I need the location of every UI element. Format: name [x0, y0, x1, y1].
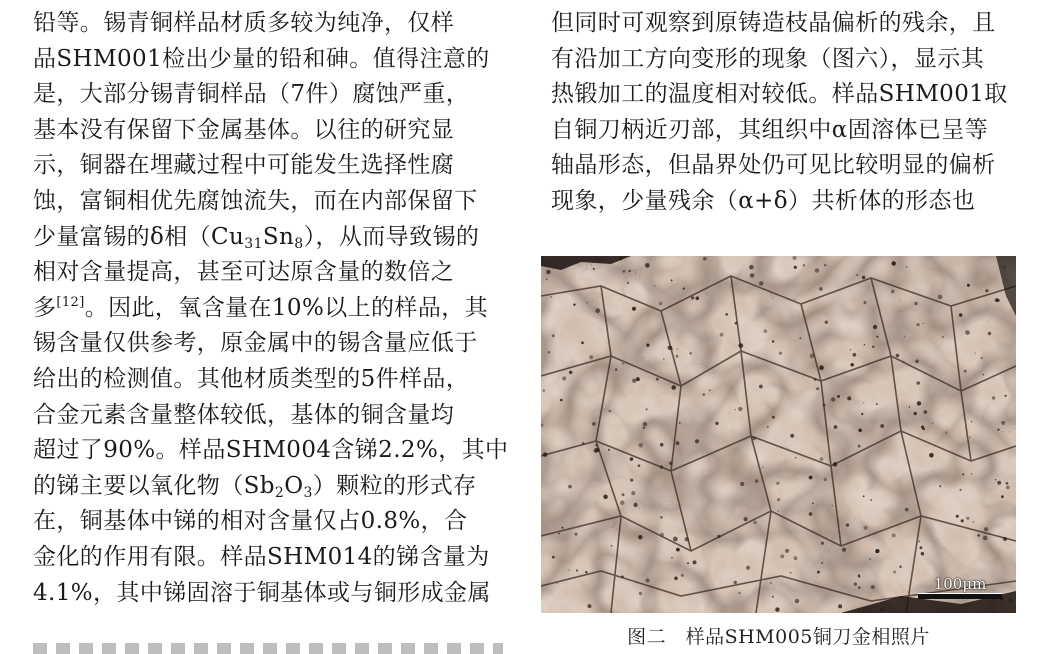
etch-pit — [560, 399, 563, 402]
etch-pit — [932, 423, 933, 424]
etch-pit — [995, 298, 999, 302]
etch-pit — [656, 378, 659, 381]
etch-pit — [821, 542, 824, 545]
etch-pit — [671, 279, 673, 281]
etch-pit — [971, 421, 972, 422]
etch-pit — [1009, 599, 1014, 604]
etch-pit — [969, 436, 971, 438]
etch-pit — [842, 548, 846, 552]
text-line-formula — [33, 220, 503, 256]
etch-pit — [646, 344, 649, 347]
etch-pit — [838, 604, 842, 608]
etch-pit — [764, 329, 768, 333]
etch-pit — [871, 585, 875, 589]
etch-pit — [772, 596, 774, 598]
etch-pit — [876, 549, 880, 553]
etch-pit — [772, 340, 774, 342]
etch-pit — [690, 352, 692, 354]
etch-pit — [543, 452, 547, 456]
etch-pit — [832, 505, 833, 506]
etch-pit — [749, 265, 754, 270]
etch-pit — [873, 325, 877, 329]
etch-pit — [636, 377, 640, 381]
etch-pit — [985, 289, 988, 292]
etch-pit — [615, 368, 618, 371]
etch-pit — [608, 410, 611, 413]
etch-pit — [552, 556, 555, 559]
etch-pit — [880, 424, 884, 428]
etch-pit — [573, 304, 575, 306]
etch-pit — [997, 481, 1001, 485]
etch-pit — [767, 426, 769, 428]
etch-pit — [715, 422, 718, 425]
etch-pit — [810, 354, 815, 359]
citation-ref[interactable]: [12] — [56, 294, 85, 310]
text-line: 超过了90%。样品SHM004含锑2.2%，其中 — [33, 437, 509, 464]
etch-pit — [546, 270, 550, 274]
etch-pit — [630, 457, 634, 461]
text-fragment: O — [284, 472, 304, 499]
etch-pit — [683, 287, 685, 289]
etch-pit — [622, 493, 625, 496]
etch-pit — [914, 302, 917, 305]
etch-pit — [660, 516, 662, 518]
etch-pit — [639, 592, 642, 595]
etch-pit — [942, 336, 944, 338]
etch-pit — [821, 562, 823, 564]
etch-pit — [568, 569, 569, 570]
etch-pit — [646, 578, 650, 582]
etch-pit — [909, 406, 910, 407]
etch-pit — [717, 535, 720, 538]
etch-pit — [696, 296, 700, 300]
etch-pit — [777, 498, 780, 501]
etch-pit — [903, 361, 905, 363]
etch-pit — [627, 282, 629, 284]
etch-pit — [576, 570, 578, 572]
etch-pit — [854, 582, 857, 585]
etch-pit — [562, 376, 566, 380]
etch-pit — [660, 465, 663, 468]
etch-pit — [939, 485, 941, 487]
etch-pit — [858, 429, 862, 433]
etch-pit — [824, 264, 826, 266]
etch-pit — [681, 574, 684, 577]
etch-pit — [740, 482, 744, 486]
etch-pit — [738, 592, 741, 595]
etch-pit — [621, 576, 623, 578]
etch-pit — [638, 443, 643, 448]
etch-pit — [899, 565, 902, 568]
etch-pit — [746, 566, 750, 570]
etch-pit — [880, 608, 884, 612]
etch-pit — [983, 374, 984, 375]
etch-pit — [735, 409, 736, 410]
etch-pit — [846, 523, 849, 526]
etch-pit — [870, 499, 872, 501]
text-line: 但同时可观察到原铸造枝晶偏析的残余，且 — [551, 10, 996, 36]
etch-pit — [918, 540, 920, 542]
etch-pit — [997, 429, 1000, 432]
text-line: 自铜刀柄近刃部，其组织中α固溶体已呈等 — [551, 116, 989, 143]
text-line: 热锻加工的温度相对较低。样品SHM001取 — [551, 81, 1008, 108]
etch-pit — [1006, 482, 1009, 485]
etch-pit — [956, 515, 959, 518]
etch-pit — [548, 351, 550, 353]
etch-pit — [645, 263, 650, 268]
etch-pit — [630, 479, 633, 482]
etch-pit — [603, 495, 607, 499]
text-line: 金化的作用有限。样品SHM014的锑含量为 — [33, 543, 490, 570]
etch-pit — [1001, 421, 1005, 425]
etch-pit — [1005, 395, 1007, 397]
etch-pit — [671, 385, 676, 390]
etch-pit — [820, 457, 824, 461]
etch-pit — [1006, 486, 1010, 490]
text-line: 品SHM001检出少量的铅和砷。值得注意的 — [33, 45, 490, 72]
etch-pit — [915, 360, 919, 364]
text-line: 轴晶形态，但晶界处仍可见比较明显的偏析 — [551, 152, 996, 179]
etch-pit — [676, 441, 680, 445]
text-line: 合金元素含量整体较低，基体的铜含量均 — [33, 401, 455, 428]
etch-pit — [938, 295, 943, 300]
etch-pit — [671, 557, 673, 559]
etch-pit — [623, 270, 626, 273]
etch-pit — [992, 396, 995, 399]
etch-pit — [550, 296, 552, 298]
etch-pit — [552, 334, 555, 337]
text-fragment: 少量富锡的δ相（Cu — [33, 223, 245, 250]
etch-pit — [558, 533, 560, 535]
etch-pit — [1001, 495, 1004, 498]
etch-pit — [981, 357, 983, 359]
etch-pit — [595, 308, 600, 313]
text-line-citation — [33, 291, 503, 327]
etch-pit — [929, 453, 934, 458]
etch-pit — [795, 599, 799, 603]
etch-pit — [790, 434, 794, 438]
scale-bar-line — [918, 593, 1002, 599]
text-line-formula — [33, 469, 503, 505]
left-text-column — [33, 6, 509, 611]
etch-pit — [755, 479, 759, 483]
etch-pit — [654, 285, 655, 286]
text-line: 蚀，富铜相优先腐蚀流失，而在内部保留下 — [33, 187, 478, 214]
etch-pit — [562, 527, 564, 529]
etch-pit — [856, 274, 858, 276]
etch-pit — [800, 337, 802, 339]
etch-pit — [1003, 537, 1007, 541]
etch-pit — [863, 402, 864, 403]
etch-pit — [753, 521, 757, 525]
etch-pit — [632, 307, 636, 311]
etch-pit — [575, 533, 578, 536]
etch-pit — [595, 444, 598, 447]
text-fragment: ），从而导致锡的 — [303, 223, 480, 250]
text-fragment: 多 — [33, 294, 57, 321]
etch-pit — [676, 548, 680, 552]
etch-pit — [962, 473, 964, 475]
etch-pit — [819, 287, 823, 291]
etch-pit — [917, 401, 921, 405]
etch-pit — [638, 535, 642, 539]
etch-pit — [779, 352, 782, 355]
cut-off-text-line — [33, 643, 503, 654]
etch-pit — [762, 467, 763, 468]
etch-pit — [823, 404, 826, 407]
etch-pit — [816, 387, 819, 390]
etch-pit — [916, 381, 920, 385]
etch-pit — [646, 408, 648, 410]
etch-pit — [819, 365, 824, 370]
etch-pit — [744, 517, 748, 521]
etch-pit — [876, 336, 878, 338]
etch-pit — [831, 397, 835, 401]
etch-pit — [988, 332, 991, 335]
etch-pit — [772, 416, 775, 419]
etch-pit — [794, 299, 795, 300]
etch-pit — [672, 348, 674, 350]
etch-pit — [921, 552, 924, 555]
etch-pit — [1003, 266, 1006, 269]
etch-pit — [674, 577, 678, 581]
etch-pit — [825, 321, 828, 324]
scale-bar-label: 100μm — [933, 575, 987, 593]
etch-pit — [817, 571, 820, 574]
etch-pit — [594, 448, 598, 452]
etch-pit — [632, 379, 636, 383]
etch-pit — [586, 302, 588, 304]
etch-pit — [837, 395, 840, 398]
etch-pit — [776, 482, 779, 485]
etch-pit — [961, 519, 964, 522]
etch-pit — [869, 558, 871, 560]
etch-pit — [585, 571, 587, 573]
etch-pit — [917, 323, 920, 326]
etch-pit — [643, 422, 648, 427]
etch-pit — [695, 439, 699, 443]
etch-pit — [959, 489, 961, 491]
etch-pit — [809, 512, 813, 516]
etch-pit — [858, 445, 861, 448]
etch-pit — [973, 521, 974, 522]
etch-pit — [663, 358, 665, 360]
etch-pit — [863, 526, 867, 530]
text-line: 是，大部分锡青铜样品（7件）腐蚀严重， — [33, 81, 470, 108]
etch-pit — [959, 313, 962, 316]
etch-pit — [853, 353, 857, 357]
etch-pit — [546, 279, 548, 281]
text-fragment: ）颗粒的形式存 — [312, 472, 477, 499]
etch-pit — [984, 527, 988, 531]
etch-pit — [780, 555, 784, 559]
etch-pit — [659, 302, 663, 306]
etch-pit — [734, 581, 737, 584]
text-line: 相对含量提高，甚至可达原含量的数倍之 — [33, 259, 455, 286]
etch-pit — [709, 389, 711, 391]
etch-pit — [966, 517, 969, 520]
text-line: 示，铜器在埋藏过程中可能发生选择性腐 — [33, 152, 455, 179]
etch-pit — [720, 333, 724, 337]
text-line: 现象，少量残余（α+δ）共析体的形态也 — [551, 187, 976, 214]
etch-pit — [582, 442, 585, 445]
etch-pit — [967, 284, 970, 287]
etch-pit — [643, 427, 645, 429]
etch-pit — [677, 349, 678, 350]
etch-pit — [620, 501, 624, 505]
etch-pit — [611, 545, 613, 547]
etch-pit — [906, 266, 908, 268]
etch-pit — [977, 534, 979, 536]
etch-pit — [687, 562, 689, 564]
etch-pit — [833, 462, 838, 467]
text-line: 有沿加工方向变形的现象（图六），显示其 — [551, 45, 985, 72]
etch-pit — [861, 413, 863, 415]
etch-pit — [581, 341, 584, 344]
etch-pit — [691, 296, 694, 299]
etch-pit — [794, 266, 797, 269]
subscript: 31 — [244, 235, 263, 252]
etch-pit — [983, 536, 988, 541]
microstructure-image — [541, 256, 1016, 613]
etch-pit — [809, 476, 813, 480]
etch-pit — [863, 301, 866, 304]
etch-pit — [684, 537, 688, 541]
etch-pit — [778, 511, 779, 512]
etch-pit — [975, 352, 976, 353]
etch-pit — [995, 479, 996, 480]
etch-pit — [589, 355, 593, 359]
etch-pit — [770, 582, 771, 583]
etch-pit — [622, 363, 624, 365]
etch-pit — [922, 428, 925, 431]
etch-pit — [858, 576, 860, 578]
etch-pit — [608, 449, 610, 451]
etch-pit — [676, 355, 679, 358]
etch-pit — [785, 549, 789, 553]
etch-pit — [847, 396, 851, 400]
etch-pit — [858, 586, 861, 589]
etch-pit — [891, 290, 894, 293]
etch-pit — [752, 437, 756, 441]
scale-bar — [918, 575, 1002, 599]
text-fragment: 。因此，氧含量在10%以上的样品，其 — [84, 294, 489, 321]
etch-pit — [568, 485, 572, 489]
right-text-column — [551, 6, 1021, 220]
text-line: 在，铜基体中锑的相对含量仅占0.8%，合 — [33, 508, 468, 535]
etch-pit — [904, 336, 906, 338]
etch-pit — [703, 393, 705, 395]
etch-pit — [569, 371, 572, 374]
text-line: 锡含量仅供参考，原金属中的锡含量应低于 — [33, 330, 478, 357]
etch-pit — [795, 457, 797, 459]
etch-pit — [892, 261, 896, 265]
etch-pit — [876, 403, 878, 405]
etch-pit — [862, 276, 865, 279]
etch-pit — [814, 378, 817, 381]
etch-pit — [923, 323, 924, 324]
etch-pit — [914, 412, 917, 415]
subscript: 2 — [274, 484, 285, 501]
etch-pit — [703, 257, 706, 260]
etch-pit — [619, 257, 623, 261]
etch-pit — [679, 422, 681, 424]
text-line: 4.1%，其中锑固溶于铜基体或与铜形成金属 — [33, 579, 491, 606]
etch-pit — [971, 473, 972, 474]
etch-pit — [815, 268, 820, 273]
etch-pit — [863, 495, 865, 497]
etch-pit — [631, 491, 635, 495]
etch-pit — [668, 346, 673, 351]
etch-pit — [872, 345, 875, 348]
text-line: 铅等。锡青铜样品材质多较为纯净，仅样 — [33, 10, 455, 36]
etch-pit — [738, 343, 743, 348]
etch-pit — [803, 264, 805, 266]
etch-pit — [965, 330, 970, 335]
etch-pit — [557, 582, 558, 583]
etch-pit — [735, 322, 738, 325]
etch-pit — [851, 363, 854, 366]
etch-pit — [660, 533, 664, 537]
etch-pit — [750, 273, 755, 278]
metallographic-photo — [541, 256, 1016, 613]
text-line: 基本没有保留下金属基体。以往的研究显 — [33, 116, 455, 143]
etch-pit — [759, 281, 764, 286]
etch-pit — [638, 464, 641, 467]
etch-pit — [634, 503, 638, 507]
etch-pit — [864, 344, 865, 345]
text-line: 给出的检测值。其他材质类型的5件样品， — [33, 365, 470, 392]
etch-pit — [741, 408, 742, 409]
etch-pit — [896, 354, 900, 358]
figure-caption: 图二 样品SHM005铜刀金相照片 — [627, 626, 930, 648]
etch-pit — [945, 431, 947, 433]
etch-pit — [924, 410, 928, 414]
etch-pit — [790, 572, 792, 574]
etch-pit — [693, 560, 697, 564]
etch-pit — [892, 533, 896, 537]
etch-pit — [964, 370, 967, 373]
text-fragment: 的锑主要以氧化物（Sb — [33, 472, 275, 499]
etch-pit — [794, 556, 798, 560]
etch-pit — [593, 268, 595, 270]
etch-pit — [812, 503, 814, 505]
etch-pit — [725, 313, 728, 316]
etch-pit — [669, 462, 672, 465]
etch-pit — [920, 546, 923, 549]
etch-pit — [592, 422, 596, 426]
etch-pit — [893, 571, 896, 574]
etch-pit — [660, 443, 664, 447]
etch-pit — [759, 385, 763, 389]
etch-pit — [824, 478, 827, 481]
subscript: 3 — [303, 484, 313, 501]
etch-pit — [775, 607, 779, 611]
subscript: 8 — [294, 235, 304, 252]
text-fragment: Sn — [262, 223, 295, 250]
etch-pit — [905, 508, 909, 512]
etch-pit — [673, 537, 678, 542]
etch-pit — [588, 604, 592, 608]
etch-pit — [629, 270, 631, 272]
etch-pit — [834, 425, 838, 429]
etch-pit — [543, 389, 546, 392]
etch-pit — [850, 349, 852, 351]
